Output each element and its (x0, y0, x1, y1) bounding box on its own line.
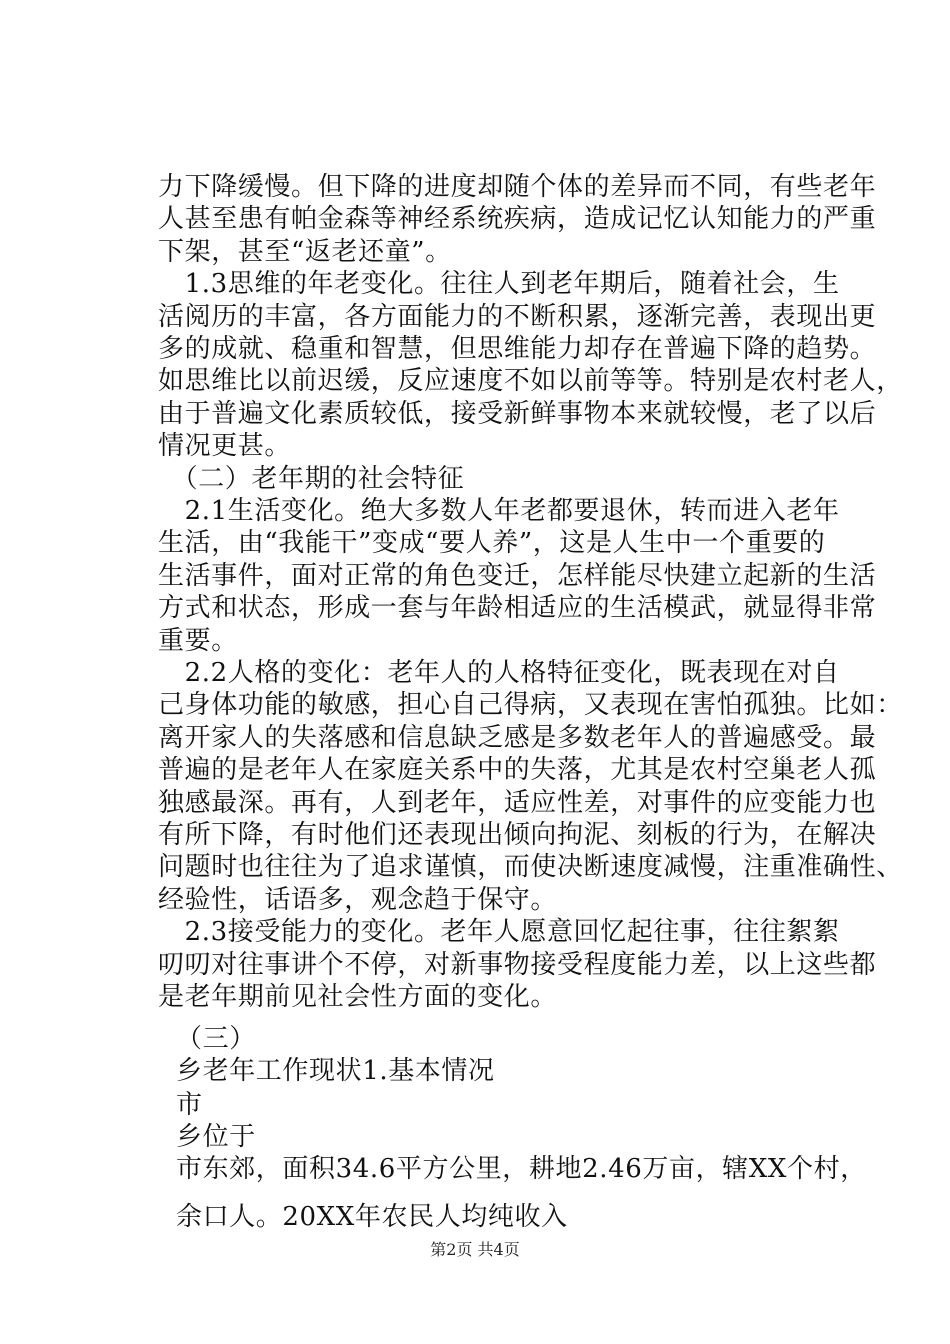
text-line: 叨叨对往事讲个不停，对新事物接受程度能力差，以上这些都 (158, 950, 877, 980)
text-line: 活阅历的丰富，各方面能力的不断积累，逐渐完善，表现出更 (158, 302, 877, 332)
text-line: 有所下降，有时他们还表现出倾向拘泥、刻板的行为，在解决 (158, 820, 877, 850)
text-line: 离开家人的失落感和信息缺乏感是多数老年人的普遍感受。最 (158, 723, 877, 753)
text-line: 普遍的是老年人在家庭关系中的失落，尤其是农村空巢老人孤 (158, 755, 877, 785)
text-line: 生活，由“我能干”变成“要人养”，这是人生中一个重要的 (158, 528, 826, 558)
text-line: 重要。 (158, 626, 238, 656)
text-line: 问题时也往往为了追求谨慎，而使决断速度减慢，注重准确性、 (158, 852, 903, 882)
text-line: 经验性，话语多，观念趋于保守。 (158, 885, 558, 915)
text-line: 由于普遍文化素质较低，接受新鲜事物本来就较慢，老了以后 (158, 399, 877, 429)
text-line: 如思维比以前迟缓，反应速度不如以前等等。特别是农村老人， (158, 366, 903, 396)
text-line: 下架，甚至“返老还童”。 (158, 237, 452, 267)
page-footer: 第2页 共4页 (430, 1240, 520, 1259)
section-heading: （二）老年期的社会特征 (158, 464, 465, 494)
section-heading: （三） (176, 1024, 256, 1054)
text-line: 乡老年工作现状1.基本情况 (176, 1056, 495, 1086)
text-line: 生活事件，面对正常的角色变迁，怎样能尽快建立起新的生活 (158, 561, 877, 591)
text-line: 市 (176, 1090, 203, 1120)
text-line: 方式和状态，形成一套与年龄相适应的生活模武，就显得非常 (158, 593, 877, 623)
text-line: 乡位于 (176, 1122, 256, 1152)
text-line: 市东郊，面积34.6平方公里，耕地2.46万亩，辖XX个村， (176, 1154, 867, 1184)
text-line: 己身体功能的敏感，担心自己得病，又表现在害怕孤独。比如： (158, 690, 903, 720)
text-line: 独感最深。再有，人到老年，适应性差，对事件的应变能力也 (158, 788, 877, 818)
text-line: 1.3思维的年老变化。往往人到老年期后，随着社会，生 (158, 269, 840, 299)
text-line: 2.3接受能力的变化。老年人愿意回忆起往事，往往絮絮 (158, 917, 840, 947)
text-line: 人甚至患有帕金森等神经系统疾病，造成记忆认知能力的严重 (158, 204, 877, 234)
text-line: 是老年期前见社会性方面的变化。 (158, 982, 558, 1012)
text-line: 情况更甚。 (158, 431, 292, 461)
text-line: 余口人。20XX年农民人均纯收入 (176, 1202, 568, 1232)
text-line: 力下降缓慢。但下降的进度却随个体的差异而不同，有些老年 (158, 172, 877, 202)
text-line: 多的成就、稳重和智慧，但思维能力却存在普遍下降的趋势。 (158, 334, 877, 364)
text-line: 2.1生活变化。绝大多数人年老都要退休，转而进入老年 (158, 496, 840, 526)
text-line: 2.2人格的变化：老年人的人格特征变化，既表现在对自 (158, 658, 840, 688)
